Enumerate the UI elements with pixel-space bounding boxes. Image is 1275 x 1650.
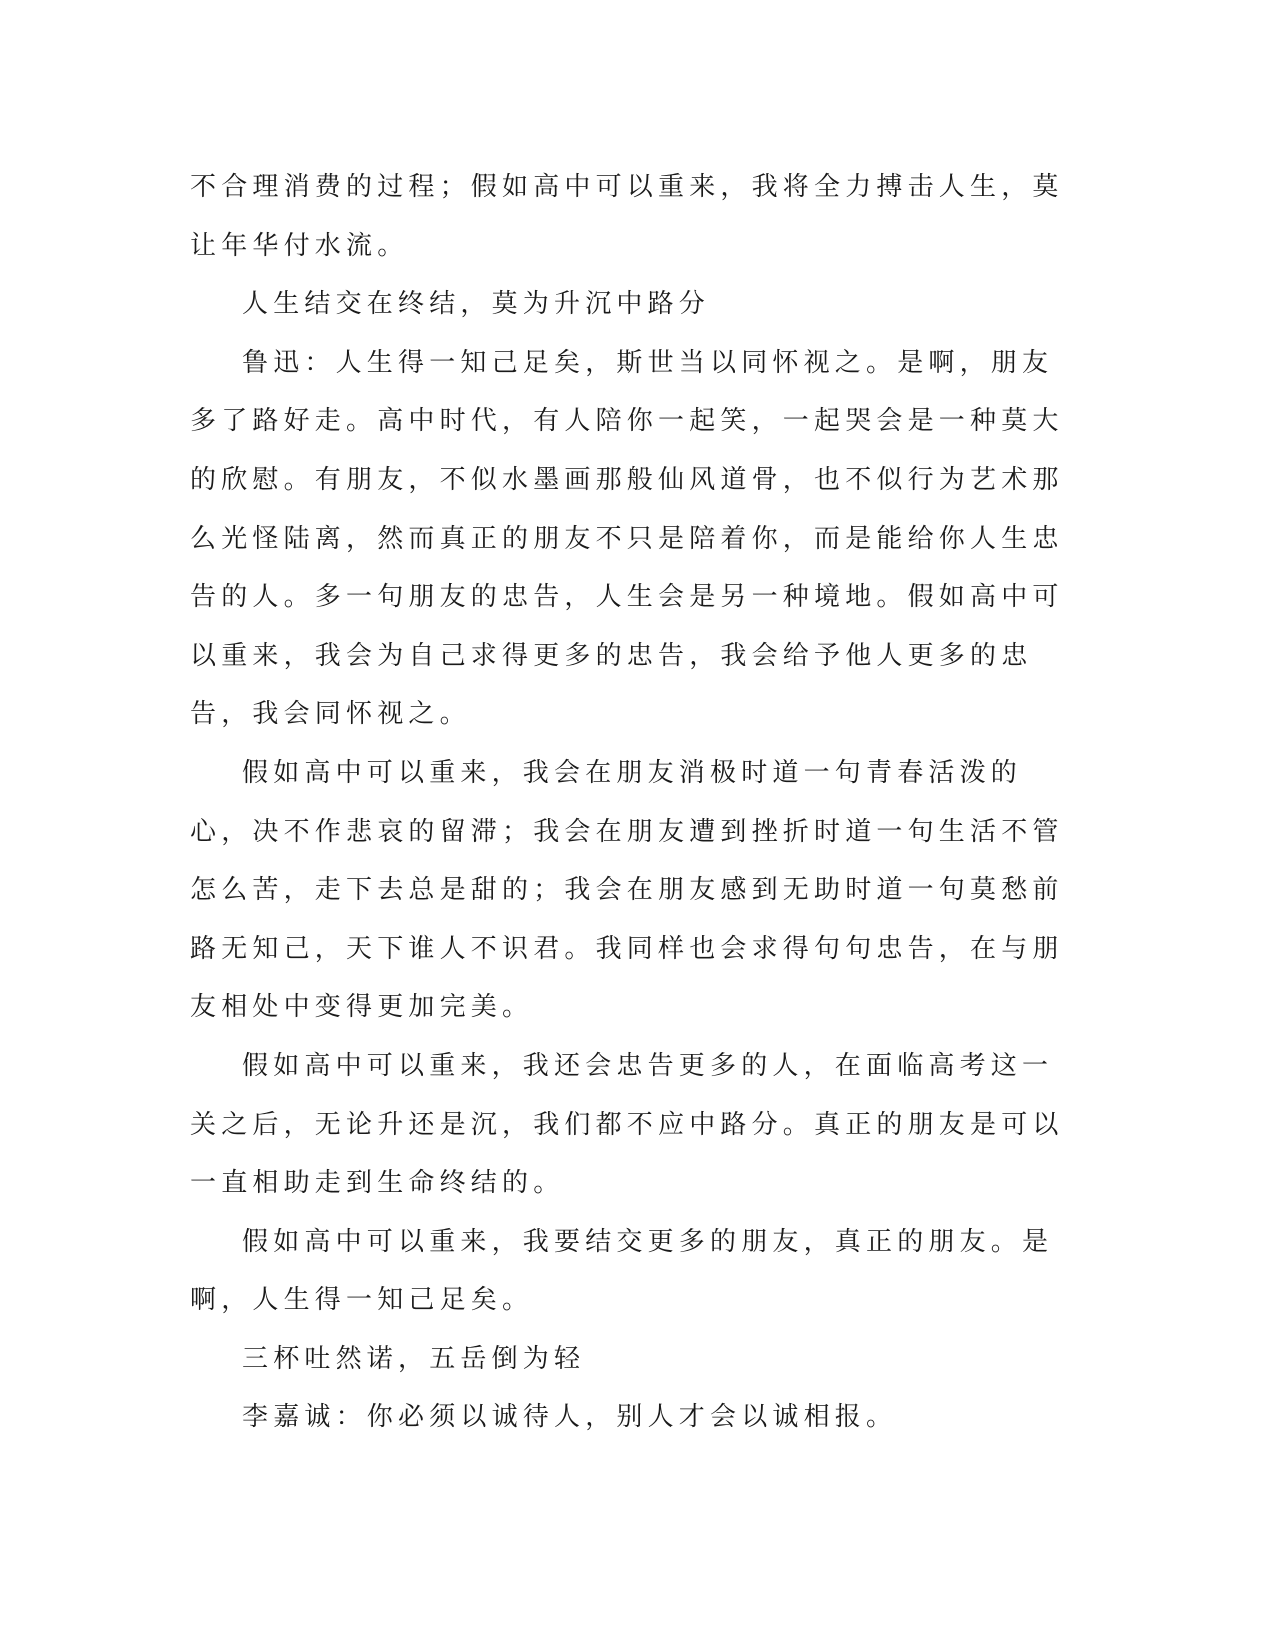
paragraph-advice: 假如高中可以重来，我会在朋友消极时道一句青春活泼的心，决不作悲哀的留滞；我会在朋友遭到挫折时道一句生活不管怎么苦，走下去总是甜的；我会在朋友感到无助时道一句莫愁前路无知己，天下谁人不识君。我同样也会求得句句忠告，在与朋友相处中变得更加完美。 [190,757,1064,1023]
section-heading-sincerity: 三杯吐然诺，五岳倒为轻 [242,1343,586,1374]
paragraph-continuation: 不合理消费的过程；假如高中可以重来，我将全力搏击人生，莫让年华付水流。 [190,172,1064,261]
paragraph-advise-more: 假如高中可以重来，我还会忠告更多的人，在面临高考这一关之后，无论升还是沉，我们都不应中路分。真正的朋友是可以一直相助走到生命终结的。 [190,1050,1064,1199]
paragraph-li-kashing-quote: 李嘉诚：你必须以诚待人，别人才会以诚相报。 [242,1402,898,1433]
section-heading-friendship: 人生结交在终结，莫为升沉中路分 [242,289,711,320]
paragraph-more-friends: 假如高中可以重来，我要结交更多的朋友，真正的朋友。是啊，人生得一知己足矣。 [190,1226,1054,1316]
paragraph-luxun-quote: 鲁迅：人生得一知己足矣，斯世当以同怀视之。是啊，朋友多了路好走。高中时代，有人陪你一起笑，一起哭会是一种莫大的欣慰。有朋友，不似水墨画那般仙风道骨，也不似行为艺术那么光怪陆离，然而真正的朋友不只是陪着你，而是能给你人生忠告的人。多一句朋友的忠告，人生会是另一种境地。假如高中可以重来，我会为自己求得更多的忠告，我会给予他人更多的忠告，我会同怀视之。 [190,347,1064,730]
document-body [190,158,1080,1447]
